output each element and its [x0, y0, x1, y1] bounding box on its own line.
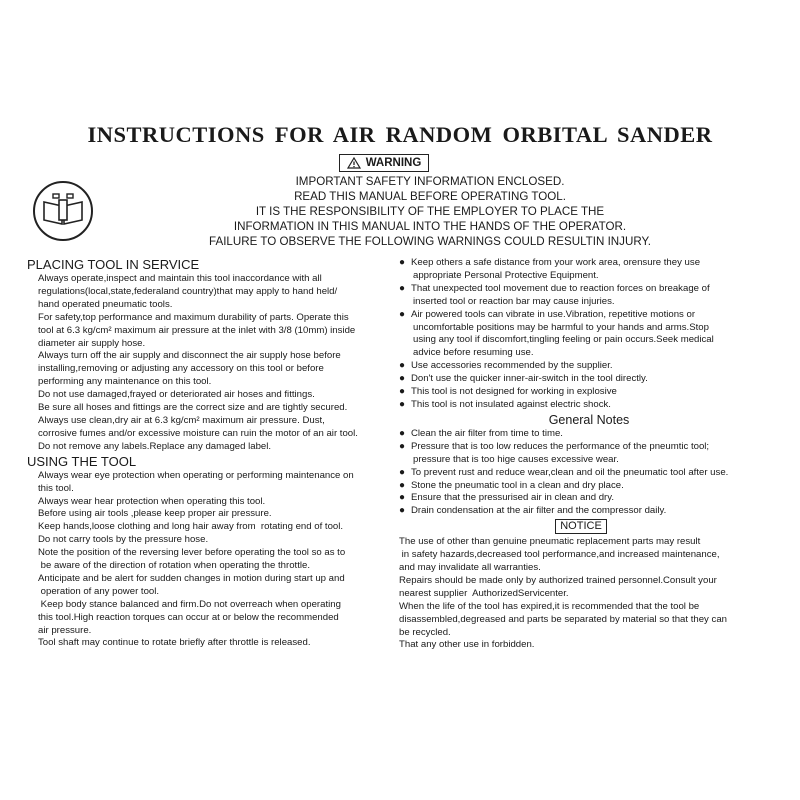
text-line: disassembled,degreased and parts be separated by material so that they can: [399, 613, 727, 625]
bullet-item: [399, 373, 779, 386]
text-line: For safety,top performance and maximum durability of parts. Operate this: [38, 311, 349, 323]
bullet-item: [399, 309, 779, 361]
text-line: installing,removing or adjusting any accessory on this tool or before: [38, 363, 324, 375]
text-line: Note the position of the reversing lever before operating the tool so as to: [38, 547, 346, 559]
bullet-line: This tool is not designed for working in explosive: [411, 386, 617, 398]
bullet-line: To prevent rust and reduce wear,clean and oil the pneumatic tool after use.: [411, 466, 729, 478]
text-line: diameter air supply hose.: [38, 337, 146, 349]
bullet-icon: ●: [399, 492, 406, 504]
text-line: air pressure.: [38, 624, 92, 636]
text-line: nearest supplier AuthorizedServicenter.: [399, 587, 569, 599]
text-line: Tool shaft may continue to rotate briefly after throttle is released.: [38, 637, 311, 649]
bullet-item: [399, 360, 779, 373]
text-line: Before using air tools ,please keep proper air pressure.: [38, 508, 272, 520]
header-line: READ THIS MANUAL BEFORE OPERATING TOOL.: [294, 190, 566, 203]
bullet-item: [399, 283, 779, 309]
bullet-icon: ●: [399, 398, 406, 410]
bullet-line: Clean the air filter from time to time.: [411, 427, 563, 439]
header-line: FAILURE TO OBSERVE THE FOLLOWING WARNINGS COULD RESULTIN INJURY.: [209, 235, 651, 248]
bullet-item: [399, 386, 779, 399]
text-line: tool at 6.3 kg/cm² maximum air pressure at the inlet with 3/8 (10mm) inside: [38, 324, 356, 336]
text-line: Always use clean,dry air at 6.3 kg/cm² maximum air pressure. Dust,: [38, 414, 325, 426]
text-line: this tool.High reaction torques can occur at or below the recommended: [38, 611, 339, 623]
bullet-line: That unexpected tool movement due to reaction forces on breakage of: [411, 282, 710, 294]
bullet-icon: ●: [399, 386, 406, 398]
bullet-item: [399, 492, 779, 505]
placing-text: [33, 273, 378, 454]
safety-header: [150, 174, 710, 249]
bullet-line: Ensure that the pressurised air in clean and dry.: [411, 492, 615, 504]
text-line: Do not use damaged,frayed or deteriorated air hoses and fittings.: [38, 389, 315, 401]
text-line: and may invalidate all warranties.: [399, 562, 541, 574]
text-line: Keep body stance balanced and firm.Do not overreach when operating: [38, 598, 341, 610]
bullet-line: Don't use the quicker inner-air-switch in the tool directly.: [411, 373, 648, 385]
bullet-line: uncomfortable positions may be harmful to your hands and arms.Stop: [413, 321, 709, 333]
text-line: corrosive fumes and/or excessive moisture can ruin the motor of an air tool.: [38, 427, 358, 439]
text-line: When the life of the tool has expired,it is recommended that the tool be: [399, 600, 700, 612]
bullet-line: appropriate Personal Protective Equipment.: [413, 269, 599, 281]
text-line: be recycled.: [399, 626, 451, 638]
header-line: INFORMATION IN THIS MANUAL INTO THE HANDS OF THE OPERATOR.: [233, 220, 627, 233]
bullet-icon: ●: [399, 479, 406, 491]
text-line: this tool.: [38, 482, 74, 494]
bullet-icon: ●: [399, 466, 406, 478]
using-text: [33, 470, 378, 651]
bullet-icon: ●: [399, 282, 406, 294]
bullet-item: [399, 505, 779, 518]
left-column: [27, 257, 378, 650]
text-line: Repairs should be made only by authorized trained personnel.Consult your: [399, 574, 717, 586]
placing-heading: PLACING TOOL IN SERVICE: [27, 257, 200, 272]
bullet-line: advice before resuming use.: [413, 347, 534, 359]
read-manual-icon: [32, 180, 94, 242]
bullet-line: Stone the pneumatic tool in a clean and dry place.: [411, 479, 624, 491]
text-line: hand operated pneumatic tools.: [38, 298, 173, 310]
text-line: That any other use in forbidden.: [399, 639, 535, 651]
bullet-icon: ●: [399, 440, 406, 452]
text-line: Always wear hear protection when operating this tool.: [38, 495, 266, 507]
safety-bullets: [399, 257, 779, 412]
text-line: The use of other than genuine pneumatic replacement parts may result: [399, 536, 701, 548]
notice-text: [399, 536, 779, 652]
text-line: Be sure all hoses and fittings are the correct size and are tightly secured.: [38, 402, 348, 414]
header-line: IT IS THE RESPONSIBILITY OF THE EMPLOYER TO PLACE THE: [255, 205, 605, 218]
warning-label: [339, 154, 429, 172]
text-line: operation of any power tool.: [38, 585, 160, 597]
text-line: Do not remove any labels.Replace any damaged label.: [38, 440, 272, 452]
bullet-item: [399, 467, 779, 480]
header-line: IMPORTANT SAFETY INFORMATION ENCLOSED.: [295, 175, 565, 188]
bullet-item: [399, 399, 779, 412]
text-line: performing any maintenance on this tool.: [38, 376, 212, 388]
text-line: regulations(local,state,federaland country)that may apply to hand held/: [38, 285, 338, 297]
general-notes-heading: General Notes: [548, 412, 630, 427]
bullet-icon: ●: [399, 427, 406, 439]
bullet-line: Air powered tools can vibrate in use.Vibration, repetitive motions or: [411, 308, 696, 320]
text-line: Anticipate and be alert for sudden changes in motion during start up and: [38, 572, 345, 584]
bullet-line: pressure that is too hige causes excessive wear.: [413, 453, 619, 465]
text-line: Always operate,inspect and maintain this tool inaccordance with all: [38, 273, 322, 284]
bullet-icon: ●: [399, 373, 406, 385]
warning-text: WARNING: [365, 157, 422, 169]
bullet-icon: ●: [399, 360, 406, 372]
bullet-icon: ●: [399, 505, 406, 517]
bullet-item: [399, 480, 779, 493]
bullet-icon: ●: [399, 308, 406, 320]
bullet-item: [399, 428, 779, 441]
using-heading: USING THE TOOL: [27, 453, 137, 469]
document-title: INSTRUCTIONS FOR AIR RANDOM ORBITAL SANDER: [87, 122, 713, 147]
bullet-item: [399, 257, 779, 283]
bullet-line: using any tool if discomfort,tingling feeling or pain occurs.Seek medical: [413, 334, 714, 346]
bullet-item: [399, 441, 779, 467]
bullet-line: inserted tool or reaction bar may cause injuries.: [413, 295, 615, 307]
bullet-line: This tool is not insulated against electric shock.: [411, 398, 611, 410]
text-line: Do not carry tools by the pressure hose.: [38, 534, 209, 546]
notice-heading: NOTICE: [555, 519, 607, 534]
bullet-line: Keep others a safe distance from your work area, orensure they use: [411, 257, 701, 268]
bullet-line: Pressure that is too low reduces the performance of the pneumtic tool;: [411, 440, 710, 452]
text-line: be aware of the direction of rotation when operating the throttle.: [38, 560, 310, 572]
text-line: Always wear eye protection when operating or performing maintenance on: [38, 469, 354, 481]
bullet-line: Drain condensation at the air filter and the compressor daily.: [411, 505, 667, 517]
bullet-icon: ●: [399, 257, 406, 268]
right-column: [399, 257, 779, 652]
text-line: Always turn off the air supply and disconnect the air supply hose before: [38, 350, 341, 362]
text-line: in safety hazards,decreased tool performance,and increased maintenance,: [399, 549, 720, 561]
bullet-line: Use accessories recommended by the supplier.: [411, 360, 613, 372]
warning-triangle-icon: [347, 157, 361, 169]
text-line: Keep hands,loose clothing and long hair away from rotating end of tool.: [38, 521, 344, 533]
general-notes-bullets: [399, 428, 779, 518]
